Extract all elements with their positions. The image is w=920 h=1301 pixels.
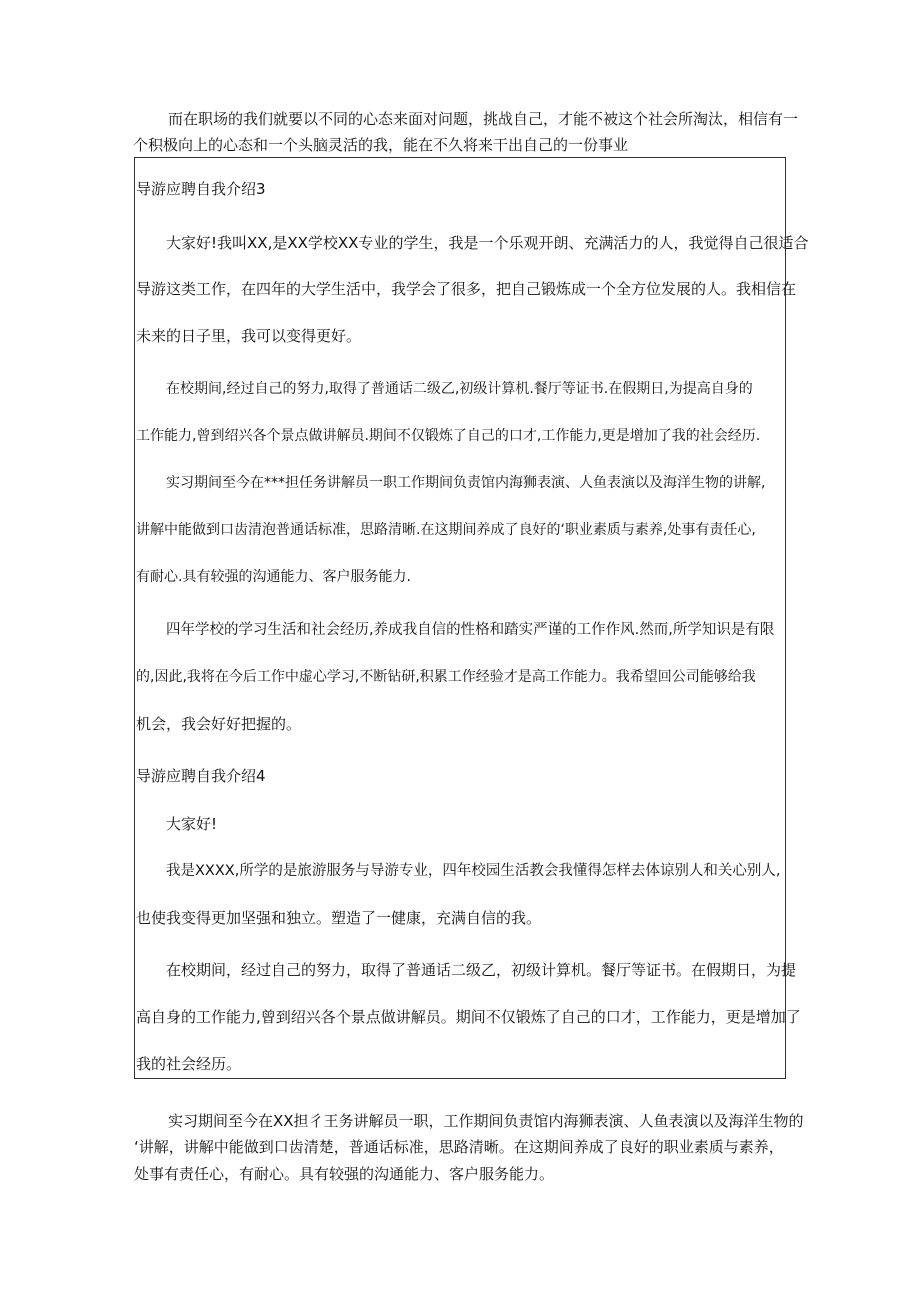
paragraph-line: 未来的日子里，我可以变得更好。 — [136, 327, 362, 345]
paragraph-line: 的,因此,我将在今后工作中虚心学习,不断钻研,积累工作经验才是高工作能力。我希望回公司能够给我 — [136, 669, 756, 685]
paragraph-line: 高自身的工作能力,曾到绍兴各个景点做讲解员。期间不仅锻炼了自己的口才，工作能力，更是增加了 — [136, 1008, 801, 1026]
paragraph-line: 有耐心.具有较强的沟通能力、客户服务能力. — [136, 569, 411, 585]
paragraph-line: 实习期间至今在XX担彳王务讲解员一职，工作期间负责馆内海狮表演、人鱼表演以及海洋生物的 — [168, 1112, 804, 1130]
paragraph-line: 也使我变得更加坚强和独立。塑造了一健康，充满自信的我。 — [136, 909, 542, 927]
paragraph-line: 我是XXXX,所学的是旅游服务与导游专业，四年校园生活教会我懂得怎样去体谅别人和关心别人, — [166, 863, 781, 879]
paragraph-line: 大家好! — [166, 815, 218, 833]
paragraph-line: 我的社会经历。 — [136, 1055, 242, 1073]
paragraph-line: 四年学校的学习生活和社会经历,养成我自信的性格和踏实严谨的工作作风.然而,所学知识是有限 — [166, 622, 775, 638]
section-heading: 导游应聘自我介绍4 — [136, 767, 266, 785]
intro-paragraph-line: 而在职场的我们就要以不同的心态来面对问题，挑战自己，才能不被这个社会所淘汰，相信有一 — [168, 110, 799, 128]
intro-paragraph-line: 个积极向上的心态和一个头脑灵活的我，能在不久将来干出自己的一份事业 — [133, 136, 629, 154]
paragraph-line: ‘讲解，讲解中能做到口齿清楚，普通话标准，思路清晰。在这期间养成了良好的职业素质与素养， — [134, 1138, 784, 1156]
paragraph-line: 在校期间，经过自己的努力，取得了普通话二级乙，初级计算机。餐厅等证书。在假期日，为提 — [166, 961, 797, 979]
paragraph-line: 讲解中能做到口齿清泡普通话标准，思路清晰.在这期间养成了良好的‘职业素质与素养,处事有责任心, — [136, 522, 756, 538]
paragraph-line: 机会，我会好好把握的。 — [136, 715, 302, 733]
paragraph-line: 在校期间,经过自己的努力,取得了普通话二级乙,初级计算机.餐厅等证书.在假期日,为提高自身的 — [166, 381, 753, 397]
paragraph-line: 实习期间至今在***担任务讲解员一职工作期间负责馆内海狮表演、人鱼表演以及海洋生物的讲解, — [166, 475, 766, 491]
paragraph-line: 大家好!我叫XX,是XX学校XX专业的学生，我是一个乐观开朗、充满活力的人，我觉得自己很适合 — [166, 234, 809, 252]
section-heading: 导游应聘自我介绍3 — [136, 180, 266, 198]
paragraph-line: 处事有责任心，有耐心。具有较强的沟通能力、客户服务能力。 — [134, 1165, 555, 1183]
paragraph-line: 工作能力,曾到绍兴各个景点做讲解员.期间不仅锻炼了自己的口才,工作能力,更是增加了我的社会经历. — [136, 428, 761, 444]
paragraph-line: 导游这类工作，在四年的大学生活中，我学会了很多，把自己锻炼成一个全方位发展的人。我相信在 — [136, 280, 797, 298]
